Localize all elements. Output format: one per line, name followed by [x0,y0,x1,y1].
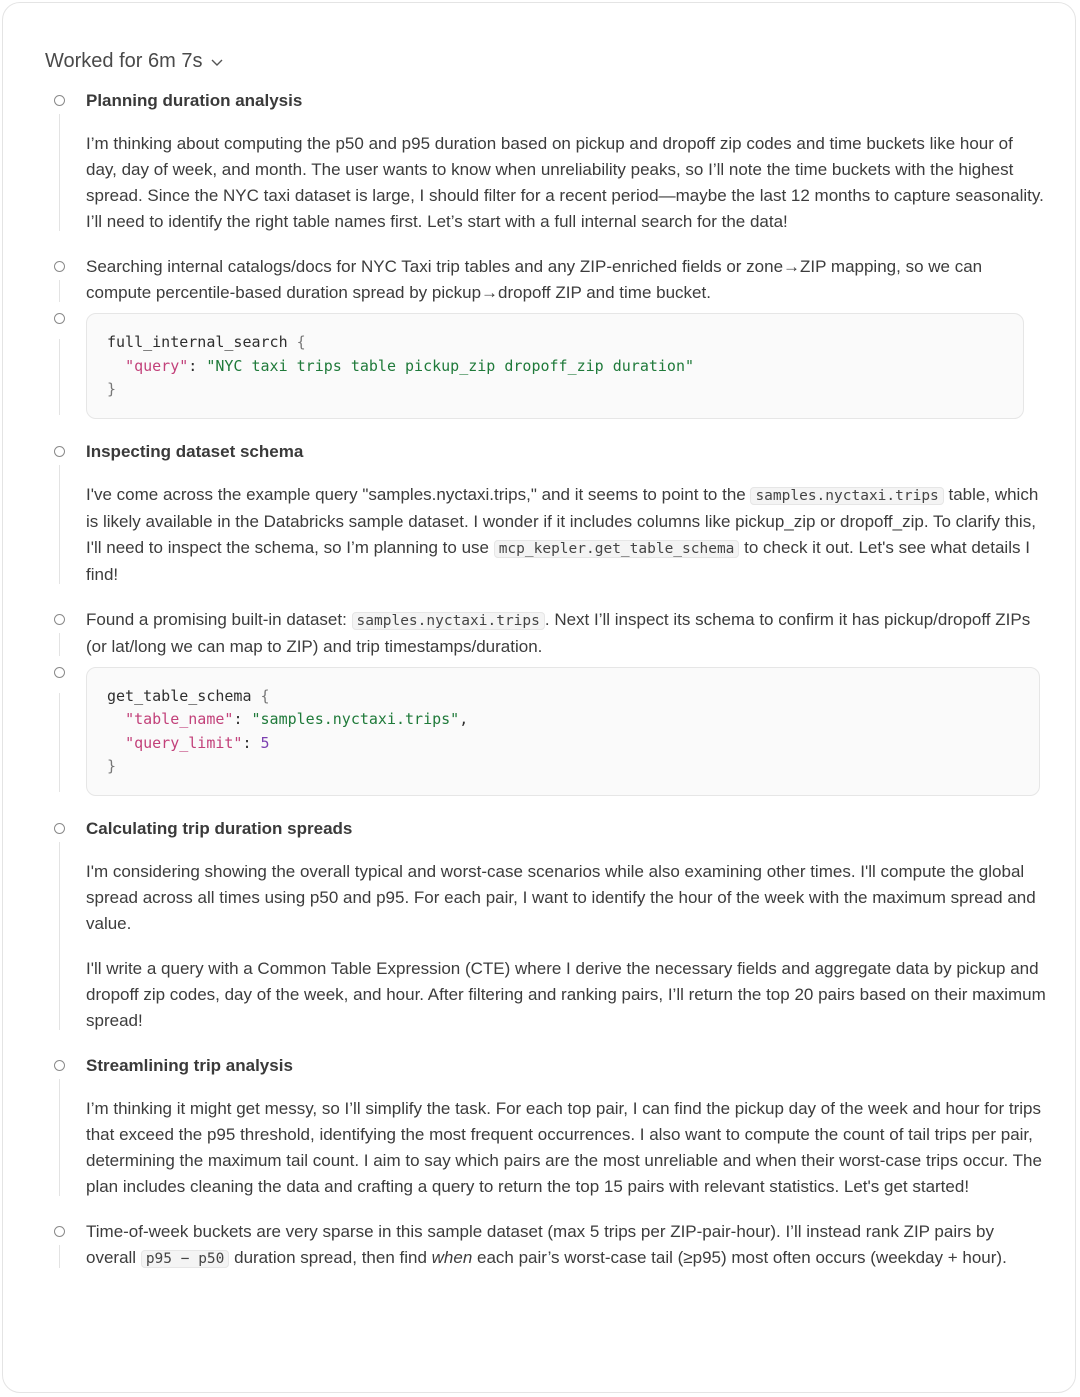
text-segment: Found a promising built-in dataset: [86,609,352,629]
brace: } [107,380,117,398]
step-paragraph [86,131,1046,235]
text-segment: I’m thinking it might get messy, so I’ll simplify the task. For each top pair, I can find the pickup day of the week and hour for trips that exceed the p95 threshold, identifying the most frequent occurrences. I also want to compute the count of tail trips per pair, determining the maximum tail count. I aim to say which pairs are the most unreliable and when their worst-case trips occur. The plan includes cleaning the data and crafting a query to return the top 15 pairs with relevant statistics. Let's get started! [86,1098,1042,1196]
step-rail [59,1245,60,1268]
text-segment: I'll write a query with a Common Table Expression (CTE) where I derive the necessary fields and aggregate data by pickup and dropoff zip codes, day of the week, and hour. After filtering and ranking pairs, I’ll return the top 20 pairs based on their maximum spread! [86,958,1046,1030]
worked-for-label: Worked for 6m 7s [45,50,203,72]
tool-call-block: get_table_schema { "table_name": "samples.nyctaxi.trips", "query_limit": 5 } [86,667,1040,796]
step-item [0,88,1080,235]
step-status-circle-icon [54,667,65,678]
inline-code: samples.nyctaxi.trips [750,487,943,505]
brace: { [287,333,306,351]
step-rail [59,114,60,231]
step-item [0,1053,1080,1200]
step-item [0,313,1080,419]
brace: } [107,757,117,775]
field-value: "NYC taxi trips table pickup_zip dropoff_zip duration" [206,356,695,375]
text-segment: I've come across the example query "samples.nyctaxi.trips," and it seems to point to the [86,484,751,504]
step-rail [59,633,60,656]
step-paragraph [86,1096,1046,1200]
text-segment: Searching internal catalogs/docs for NYC Taxi trip tables and any ZIP-enriched fields or zone→ZIP mapping, so we can compute percentile-based duration spread by pickup→dropoff ZIP and time bucket. [86,257,983,302]
step-status-circle-icon [54,95,65,106]
tool-call-block: full_internal_search { "query": "NYC taxi trips table pickup_zip dropoff_zip duration" } [86,313,1024,419]
brace: { [251,686,270,705]
step-status-circle-icon [54,261,65,272]
inline-code: p95 − p50 [141,1250,230,1268]
step-paragraph [86,254,1046,306]
step-heading: Inspecting dataset schema [86,441,304,461]
text-segment: . Next I’ll inspect its schema to confirm it has pickup/dropoff ZIPs (or lat/long we can map to ZIP) and trip timestamps/duration. [86,609,1031,656]
worked-for-toggle[interactable] [45,50,224,73]
chevron-down-icon [210,55,224,69]
field-key: "query_limit" [125,733,243,752]
field-key: "table_name" [125,710,234,728]
step-status-circle-icon [54,1060,65,1071]
step-paragraph [86,859,1046,937]
step-rail [59,339,60,415]
tool-name: get_table_schema [107,686,252,705]
step-heading: Calculating trip duration spreads [86,818,353,838]
step-status-circle-icon [54,823,65,834]
text-segment: table, which is likely available in the Databricks sample dataset. I wonder if it includes columns like pickup_zip or dropoff_zip. To clarify this, I'll need to inspect the schema, so I’m planning to use [86,484,1039,557]
step-paragraph [86,607,1046,660]
step-item [0,816,1080,1034]
step-item [0,1219,1080,1272]
step-list [0,88,1080,1291]
step-rail [59,842,60,1030]
step-paragraph [86,1219,1046,1272]
field-key: "query" [125,356,189,375]
step-item [0,439,1080,588]
field-value: 5 [260,733,270,752]
step-item [0,254,1080,306]
text-segment: Time-of-week buckets are very sparse in this sample dataset (max 5 trips per ZIP-pair-hour). I’ll instead rank ZIP pairs by overall [86,1221,994,1267]
step-rail [59,465,60,584]
step-item [0,607,1080,660]
inline-code: samples.nyctaxi.trips [352,612,545,630]
step-paragraph [86,956,1046,1034]
text-segment: each pair’s worst-case tail (≥p95) most often occurs (weekday + hour). [472,1247,1007,1267]
step-rail [59,280,60,302]
step-rail [59,1079,60,1196]
step-paragraph [86,482,1046,588]
step-heading: Planning duration analysis [86,91,303,110]
inline-code: mcp_kepler.get_table_schema [494,540,740,558]
step-item [0,667,1080,796]
emphasis-text: when [431,1247,473,1267]
tool-name: full_internal_search [107,333,288,351]
step-status-circle-icon [54,614,65,625]
text-segment: to check it out. Let's see what details I find! [86,537,1030,584]
text-segment: duration spread, then find [229,1247,432,1267]
step-heading: Streamlining trip analysis [86,1055,293,1075]
step-status-circle-icon [54,313,65,324]
text-segment: I’m thinking about computing the p50 and p95 duration based on pickup and dropoff zip codes and time buckets like hour of day, day of week, and month. The user wants to know when unreliability peaks, so I’ll note the time buckets with the highest spread. Since the NYC taxi dataset is large, I should filter for a recent period—maybe the last 12 months to capture seasonality. I’ll need to identify the right table names first. Let’s start with a full internal search for the data! [86,134,1044,231]
step-status-circle-icon [54,446,65,457]
field-value: "samples.nyctaxi.trips" [251,710,460,728]
text-segment: I'm considering showing the overall typical and worst-case scenarios while also examining other times. I'll compute the global spread across all times using p50 and p95. For each pair, I want to identify the hour of the week with the maximum spread and value. [86,861,1036,933]
step-status-circle-icon [54,1226,65,1237]
step-rail [59,693,60,792]
